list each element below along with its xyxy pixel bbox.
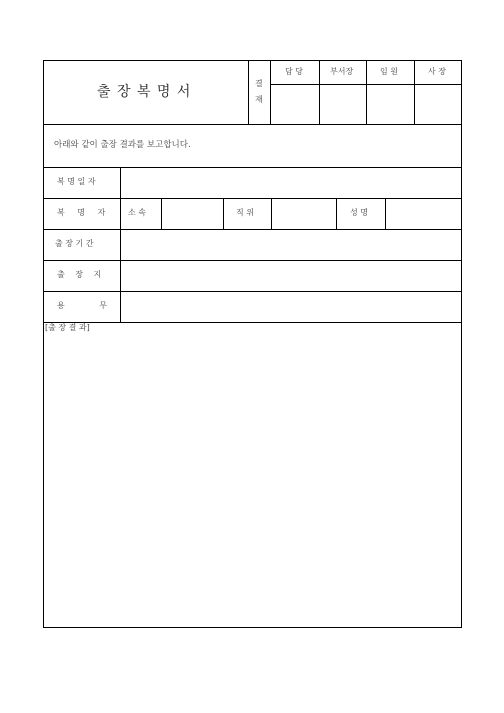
position-field[interactable] bbox=[272, 199, 336, 229]
location-label: 출 장 지 bbox=[57, 270, 102, 279]
row-divider-header bbox=[43, 124, 462, 125]
affiliation-field[interactable] bbox=[162, 199, 223, 229]
reporter-divider-2 bbox=[223, 198, 224, 229]
period-label: 출 장 기 간 bbox=[55, 239, 94, 248]
approval-divider-left bbox=[248, 60, 249, 124]
row-divider-task bbox=[43, 322, 462, 323]
document-title: 출 장 복 명 서 bbox=[97, 84, 192, 100]
approval-col-dept-head: 부서장 bbox=[330, 67, 354, 76]
affiliation-label: 소 속 bbox=[128, 208, 146, 217]
approval-col-manager: 담 당 bbox=[285, 67, 303, 76]
intro-text: 아래와 같이 출장 결과를 보고합니다. bbox=[54, 140, 191, 150]
name-field[interactable] bbox=[386, 199, 461, 229]
approval-col-president: 사 장 bbox=[428, 67, 446, 76]
task-label: 용 무 bbox=[57, 301, 107, 310]
reporter-label: 복 명 자 bbox=[57, 208, 106, 217]
report-date-label: 복 명 일 자 bbox=[57, 177, 96, 186]
approval-sign-president[interactable] bbox=[415, 85, 462, 124]
task-field[interactable] bbox=[121, 292, 461, 322]
approval-side-label-1: 결 bbox=[255, 79, 263, 88]
period-field[interactable] bbox=[121, 230, 461, 260]
approval-sign-executive[interactable] bbox=[367, 85, 414, 124]
result-label: [출 장 결 과] bbox=[45, 323, 90, 332]
report-date-field[interactable] bbox=[121, 168, 461, 198]
result-body-field[interactable] bbox=[44, 336, 461, 627]
reporter-divider-4 bbox=[336, 198, 337, 229]
approval-sign-dept-head[interactable] bbox=[320, 85, 366, 124]
position-label: 직 위 bbox=[236, 208, 254, 217]
name-label: 성 명 bbox=[350, 208, 368, 217]
approval-sign-manager[interactable] bbox=[271, 85, 319, 124]
location-field[interactable] bbox=[121, 261, 461, 291]
approval-side-label-2: 재 bbox=[255, 95, 263, 104]
approval-col-executive: 임 원 bbox=[380, 67, 398, 76]
